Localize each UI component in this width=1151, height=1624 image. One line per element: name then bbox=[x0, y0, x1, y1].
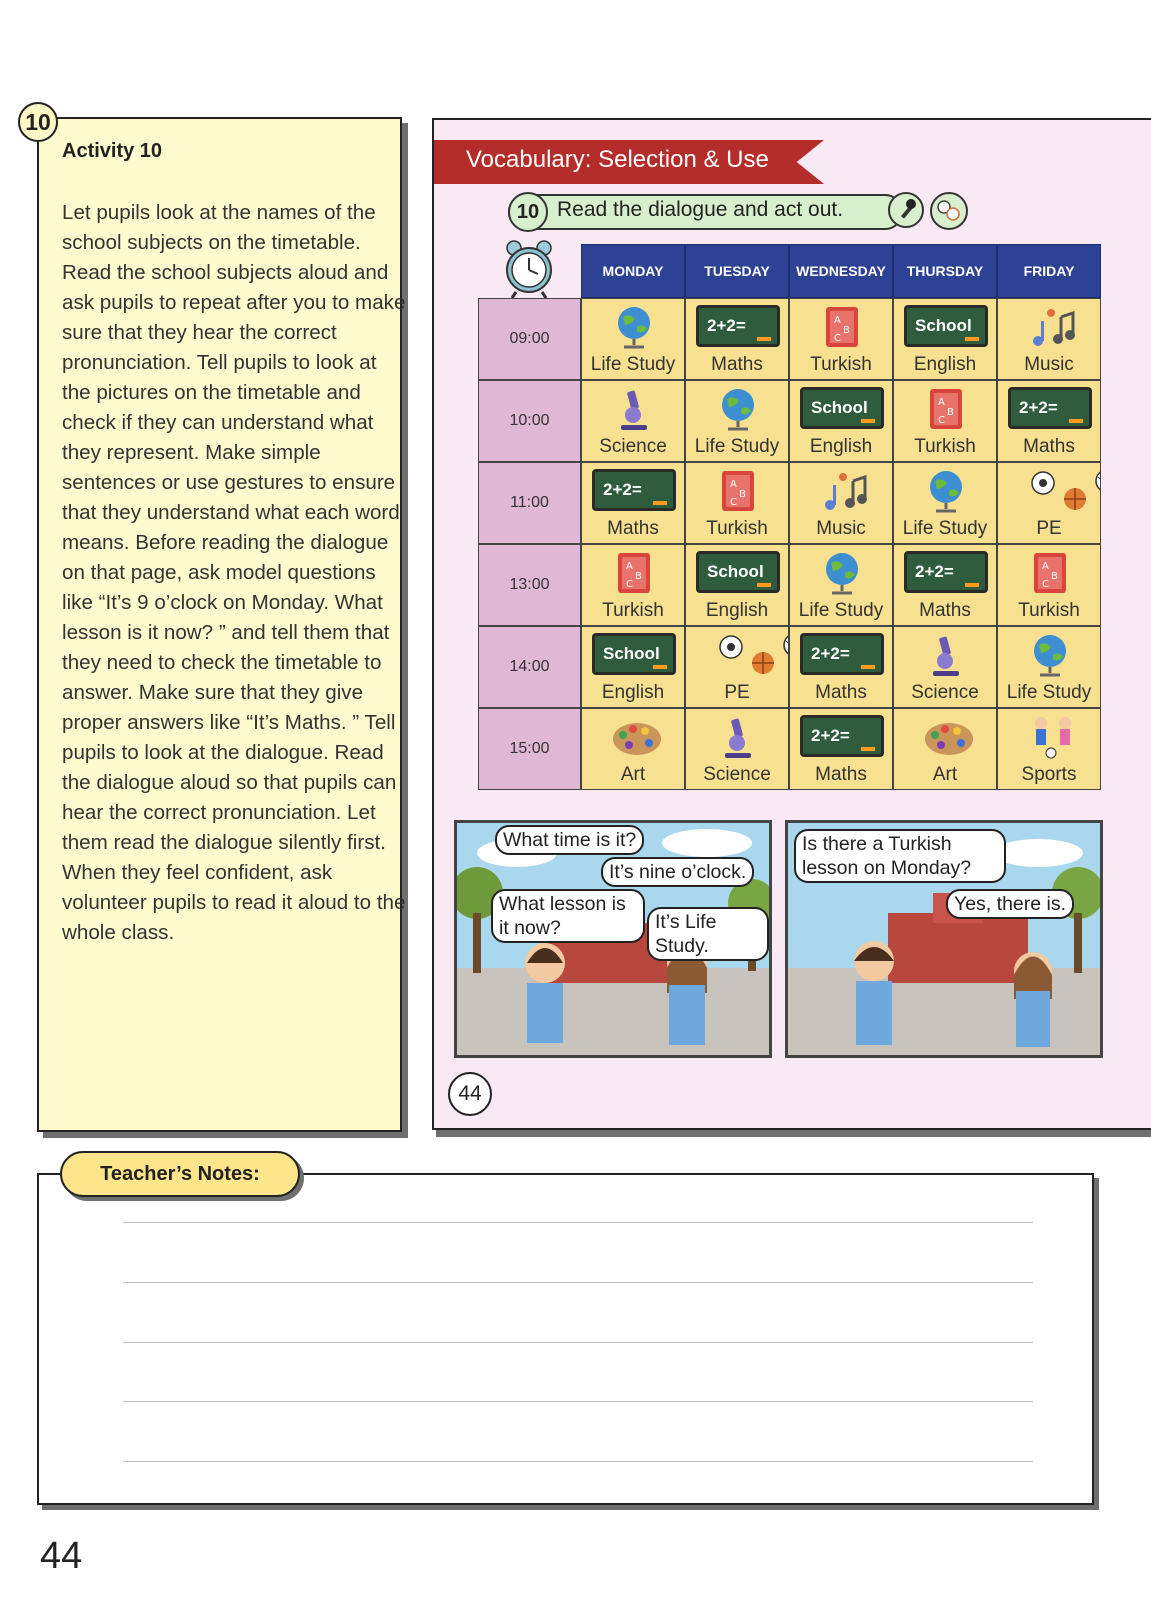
chalkboard-icon: School bbox=[592, 633, 676, 675]
notes-icon bbox=[1025, 303, 1075, 351]
time-slot: 14:00 bbox=[478, 626, 581, 708]
subject-cell bbox=[997, 544, 1101, 626]
chalkboard-icon: 2+2= bbox=[800, 715, 884, 757]
subject-cell bbox=[581, 380, 685, 462]
speech-bubble: It’s nine o’clock. bbox=[601, 857, 754, 887]
subject-label: Life Study bbox=[694, 436, 780, 457]
subject-cell bbox=[581, 462, 685, 544]
subject-label: Life Study bbox=[1006, 682, 1092, 703]
subject-cell bbox=[789, 626, 893, 708]
subject-label: Art bbox=[620, 764, 646, 785]
subject-label: Turkish bbox=[810, 354, 872, 375]
microscope-icon bbox=[609, 385, 659, 433]
palette-icon bbox=[609, 713, 659, 761]
subject-label: Life Study bbox=[798, 600, 884, 621]
subject-cell bbox=[581, 298, 685, 380]
subject-label: Turkish bbox=[1018, 600, 1080, 621]
note-line[interactable] bbox=[123, 1461, 1033, 1462]
svg-text:C: C bbox=[938, 415, 945, 426]
subject-cell bbox=[997, 462, 1101, 544]
svg-text:B: B bbox=[635, 571, 642, 582]
subject-cell bbox=[789, 708, 893, 790]
instruction-number: 10 bbox=[508, 192, 548, 232]
subject-label: Art bbox=[932, 764, 958, 785]
book-icon bbox=[817, 303, 867, 351]
speech-bubble: Is there a Turkish lesson on Monday? bbox=[794, 829, 1006, 883]
subject-cell bbox=[581, 708, 685, 790]
svg-text:A: A bbox=[834, 315, 841, 326]
chalkboard-icon: School bbox=[696, 551, 780, 593]
svg-text:A: A bbox=[938, 397, 945, 408]
subject-cell bbox=[789, 298, 893, 380]
subject-label: Turkish bbox=[602, 600, 664, 621]
globe-icon bbox=[713, 385, 763, 433]
globe-icon bbox=[609, 303, 659, 351]
balls-icon bbox=[713, 631, 763, 679]
subject-cell bbox=[789, 544, 893, 626]
instruction-text: Read the dialogue and act out. bbox=[557, 198, 844, 221]
school-timetable bbox=[478, 244, 1100, 802]
subject-cell bbox=[893, 544, 997, 626]
subject-cell bbox=[893, 462, 997, 544]
subject-label: Maths bbox=[711, 354, 763, 375]
subject-cell bbox=[685, 298, 789, 380]
svg-text:A: A bbox=[626, 561, 633, 572]
activity-instructions: Let pupils look at the names of the school subjects on the timetable. Read the school subjects aloud and ask pupils to repeat after you to make sure that they hear the correct pronunciation. Tell pupils to look at the pictures on the timetable and check if they can understand what they represent. Make simple sentences or use gestures to ensure that they understand what each word means. Before reading the dialogue on that page, ask model questions like “It’s 9 o’clock on Monday. What lesson is it now? ” and tell them that they need to check the timetable to answer. Make sure that they give proper answers like “It’s Maths. ” Tell pupils to look at the dialogue. Read the dialogue aloud so that pupils can hear the correct pronunciation. Let them read the dialogue silently first. When they feel confident, ask volunteer pupils to read it aloud to the whole class. bbox=[62, 201, 406, 944]
day-header: TUESDAY bbox=[685, 244, 789, 298]
microscope-icon bbox=[713, 713, 763, 761]
chalkboard-icon: 2+2= bbox=[800, 633, 884, 675]
subject-label: PE bbox=[1036, 518, 1062, 539]
subject-cell bbox=[581, 626, 685, 708]
time-slot: 15:00 bbox=[478, 708, 581, 790]
kids-icon bbox=[1025, 713, 1075, 761]
chalkboard-icon: 2+2= bbox=[904, 551, 988, 593]
book-page-number: 44 bbox=[448, 1072, 492, 1116]
day-header: FRIDAY bbox=[997, 244, 1101, 298]
subject-cell bbox=[685, 544, 789, 626]
activity-title: Activity 10 bbox=[62, 140, 163, 162]
subject-cell bbox=[685, 708, 789, 790]
day-header: WEDNESDAY bbox=[789, 244, 893, 298]
svg-text:B: B bbox=[1051, 571, 1058, 582]
microscope-icon bbox=[921, 631, 971, 679]
subject-label: Music bbox=[1024, 354, 1074, 375]
section-title: Vocabulary: Selection & Use bbox=[466, 146, 769, 173]
subject-label: Life Study bbox=[590, 354, 676, 375]
svg-text:A: A bbox=[1042, 561, 1049, 572]
time-slot: 09:00 bbox=[478, 298, 581, 380]
subject-label: PE bbox=[724, 682, 750, 703]
note-line[interactable] bbox=[123, 1401, 1033, 1402]
pair-speaking-icon bbox=[930, 192, 968, 230]
subject-label: Music bbox=[816, 518, 866, 539]
subject-cell bbox=[685, 462, 789, 544]
globe-icon bbox=[921, 467, 971, 515]
palette-icon bbox=[921, 713, 971, 761]
subject-label: Maths bbox=[607, 518, 659, 539]
subject-label: English bbox=[705, 600, 769, 621]
subject-cell bbox=[893, 708, 997, 790]
notes-icon bbox=[817, 467, 867, 515]
subject-cell bbox=[997, 708, 1101, 790]
comic-panel-1 bbox=[454, 820, 772, 1058]
book-icon bbox=[1025, 549, 1075, 597]
svg-text:A: A bbox=[730, 479, 737, 490]
microphone-icon bbox=[888, 192, 924, 228]
svg-text:C: C bbox=[626, 579, 633, 590]
subject-label: Science bbox=[703, 764, 771, 785]
speech-bubble: It’s Life Study. bbox=[647, 907, 769, 961]
speech-bubble: Yes, there is. bbox=[946, 889, 1074, 919]
subject-cell bbox=[997, 298, 1101, 380]
subject-cell bbox=[789, 380, 893, 462]
activity-number-badge: 10 bbox=[18, 102, 58, 142]
subject-label: Science bbox=[911, 682, 979, 703]
time-slot: 10:00 bbox=[478, 380, 581, 462]
subject-label: Science bbox=[599, 436, 667, 457]
svg-text:B: B bbox=[739, 489, 746, 500]
subject-label: English bbox=[809, 436, 873, 457]
svg-text:B: B bbox=[947, 407, 954, 418]
subject-cell bbox=[997, 626, 1101, 708]
svg-text:C: C bbox=[834, 333, 841, 344]
day-header: THURSDAY bbox=[893, 244, 997, 298]
note-line[interactable] bbox=[123, 1282, 1033, 1283]
balls-icon bbox=[1025, 467, 1075, 515]
subject-label: Maths bbox=[815, 764, 867, 785]
subject-cell bbox=[893, 380, 997, 462]
book-icon bbox=[713, 467, 763, 515]
subject-cell bbox=[893, 298, 997, 380]
subject-cell bbox=[581, 544, 685, 626]
subject-cell bbox=[997, 380, 1101, 462]
subject-label: Turkish bbox=[706, 518, 768, 539]
day-header: MONDAY bbox=[581, 244, 685, 298]
chalkboard-icon: 2+2= bbox=[696, 305, 780, 347]
subject-label: English bbox=[601, 682, 665, 703]
note-line[interactable] bbox=[123, 1342, 1033, 1343]
speech-bubble: What lesson is it now? bbox=[491, 889, 645, 943]
subject-label: Maths bbox=[919, 600, 971, 621]
subject-cell bbox=[685, 626, 789, 708]
page-number: 44 bbox=[40, 1535, 83, 1577]
note-line[interactable] bbox=[123, 1222, 1033, 1223]
chalkboard-icon: School bbox=[800, 387, 884, 429]
subject-label: Maths bbox=[815, 682, 867, 703]
comic-panel-2 bbox=[785, 820, 1103, 1058]
chalkboard-icon: 2+2= bbox=[592, 469, 676, 511]
subject-label: Turkish bbox=[914, 436, 976, 457]
subject-cell bbox=[685, 380, 789, 462]
svg-text:B: B bbox=[843, 325, 850, 336]
svg-text:C: C bbox=[730, 497, 737, 508]
subject-cell bbox=[893, 626, 997, 708]
book-icon bbox=[609, 549, 659, 597]
subject-label: Sports bbox=[1021, 764, 1077, 785]
chalkboard-icon: 2+2= bbox=[1008, 387, 1092, 429]
subject-cell bbox=[789, 462, 893, 544]
time-slot: 11:00 bbox=[478, 462, 581, 544]
chalkboard-icon: School bbox=[904, 305, 988, 347]
globe-icon bbox=[817, 549, 867, 597]
subject-label: Maths bbox=[1023, 436, 1075, 457]
svg-text:C: C bbox=[1042, 579, 1049, 590]
teacher-notes-label: Teacher’s Notes: bbox=[60, 1151, 300, 1197]
globe-icon bbox=[1025, 631, 1075, 679]
subject-label: English bbox=[913, 354, 977, 375]
subject-label: Life Study bbox=[902, 518, 988, 539]
speech-bubble: What time is it? bbox=[495, 825, 644, 855]
book-icon bbox=[921, 385, 971, 433]
time-slot: 13:00 bbox=[478, 544, 581, 626]
